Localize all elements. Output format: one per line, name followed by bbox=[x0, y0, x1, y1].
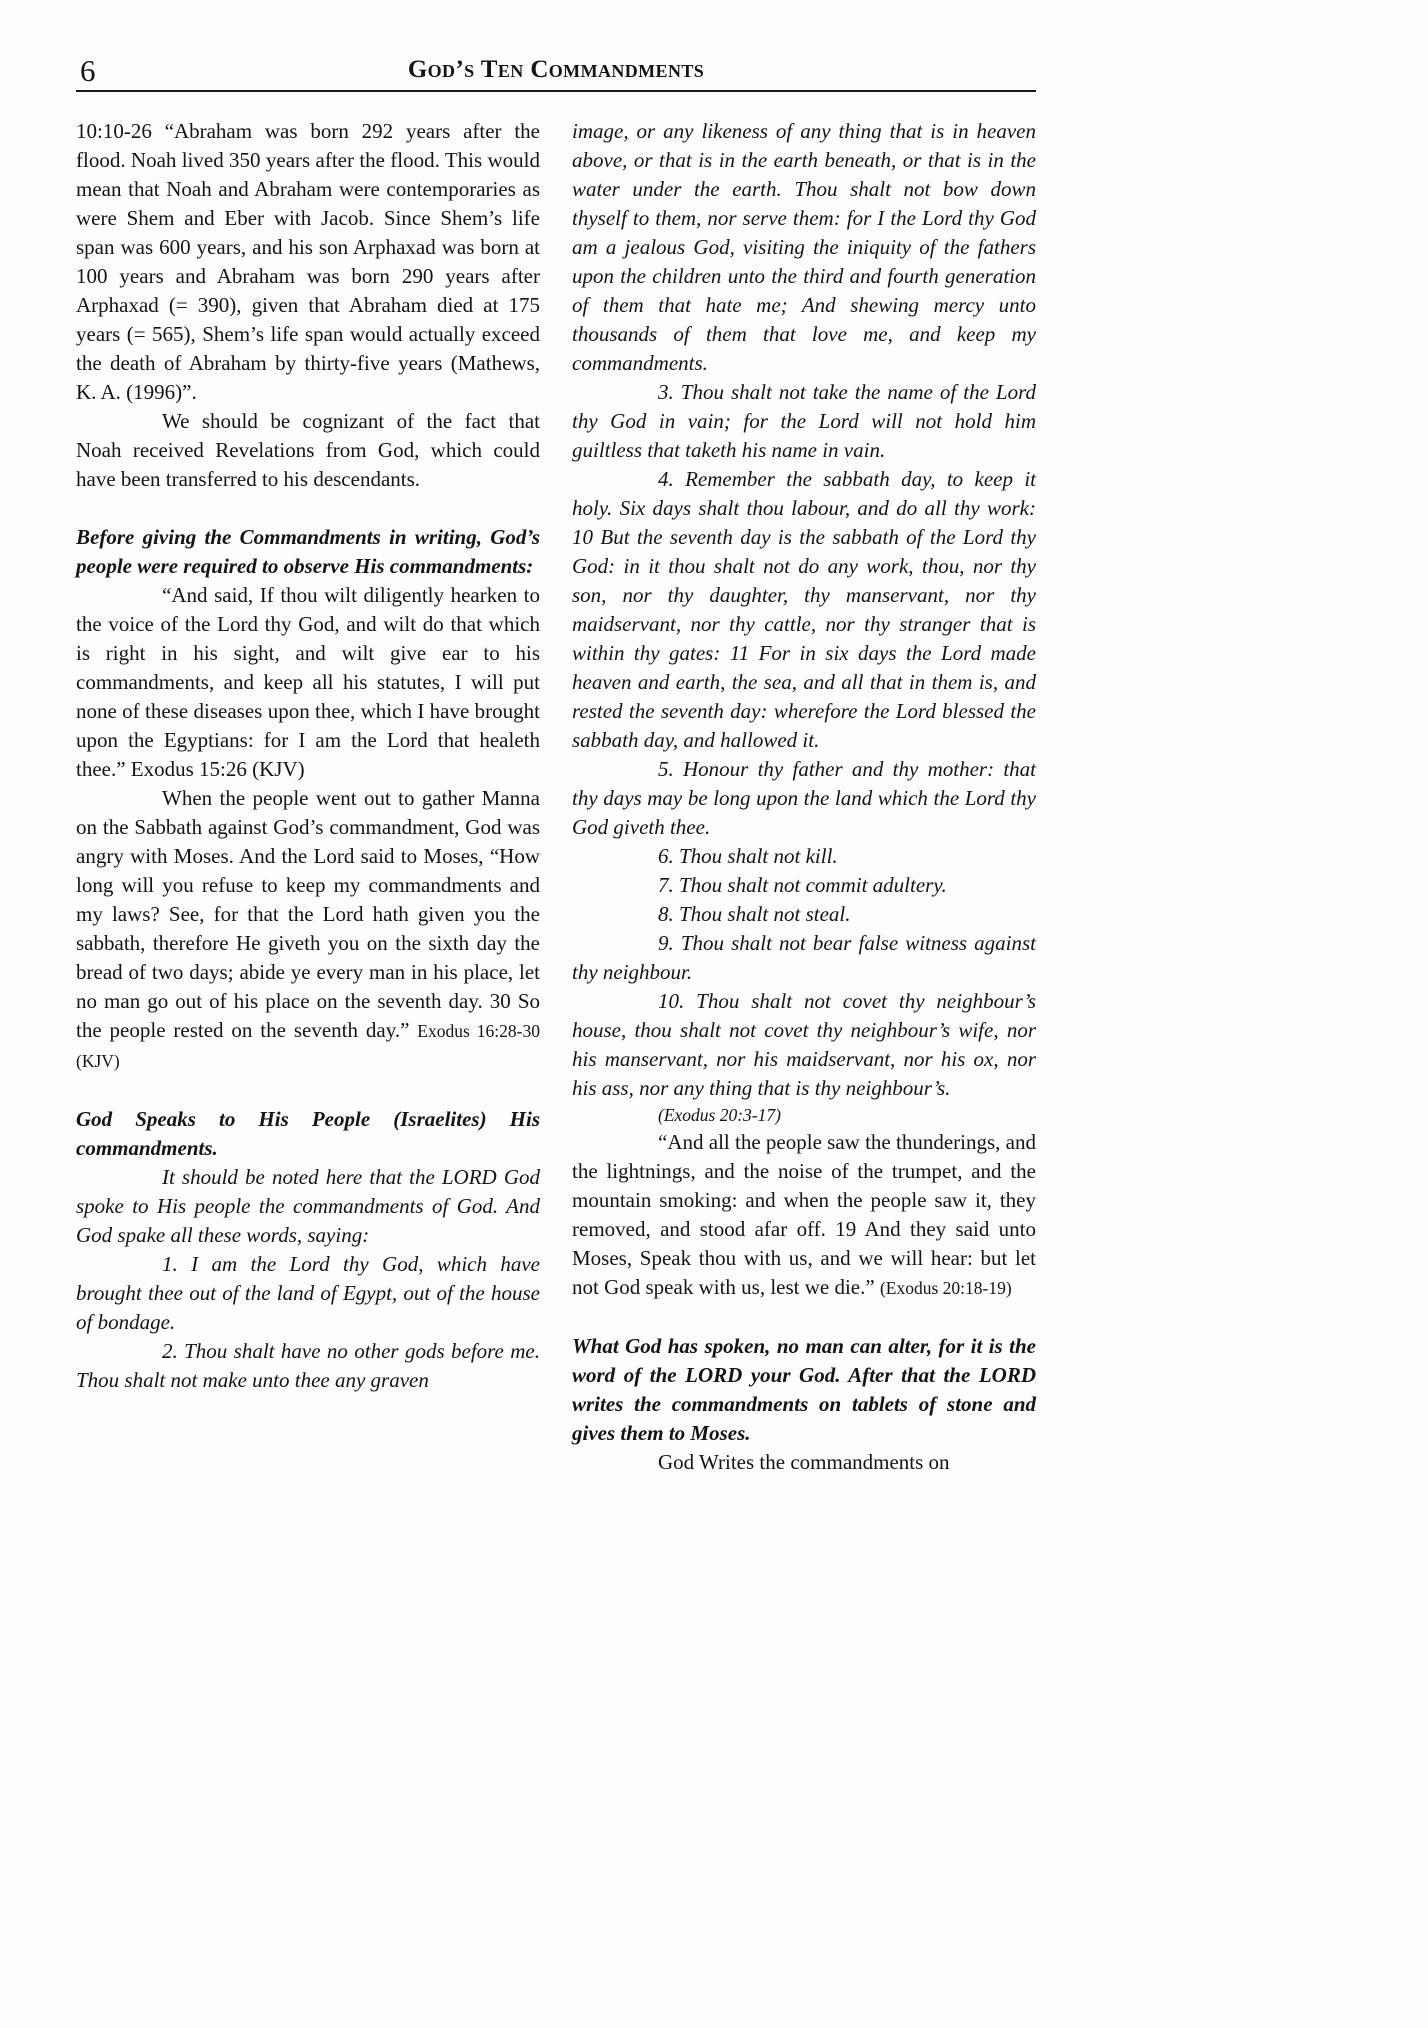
scripture-citation: Exodus 16:28-30 (KJV) bbox=[76, 1021, 540, 1071]
scripture-citation: (Exodus 20:3-17) bbox=[658, 1105, 781, 1125]
page-number: 6 bbox=[80, 53, 96, 88]
paragraph-god-writes: God Writes the commandments on bbox=[658, 1450, 950, 1474]
commandment-8: 8. Thou shalt not steal. bbox=[658, 902, 851, 926]
two-column-body bbox=[76, 117, 1036, 1477]
paragraph-exodus-15-26: “And said, If thou wilt diligently hearken to the voice of the Lord thy God, and wilt do that which is right in his sight, and wilt give ear to his commandments, and keep all his statutes, I will put none of these diseases upon thee, which I have brought upon the Egyptians: for I am the Lord that healeth thee.” Exodus 15:26 (KJV) bbox=[76, 583, 540, 781]
paragraph-text: When the people went out to gather Manna on the Sabbath against God’s commandment, God was angry with Moses. And the Lord said to Moses, “How long will you refuse to keep my commandments and my laws? See, for that the Lord hath given you the sabbath, therefore He giveth you on the sixth day the bread of two days; abide ye every man in his place, let no man go out of his place on the seventh day. 30 So the people rested on the seventh day.” bbox=[76, 786, 540, 1042]
paragraph-text: “And all the people saw the thunderings, and the lightnings, and the noise of the trumpet, and the mountain smoking: and when the people saw it, they removed, and stood afar off. 19 And they said unto Moses, Speak thou with us, and we will hear: but let not God speak with us, lest we die.” bbox=[572, 1130, 1036, 1299]
page-title: God’s Ten Commandments bbox=[407, 56, 705, 83]
paragraph-thunderings bbox=[572, 1128, 1036, 1303]
paragraph-manna-sabbath bbox=[76, 784, 540, 1076]
commandment-1: 1. I am the Lord thy God, which have brought thee out of the land of Egypt, out of the house of bondage. bbox=[76, 1252, 540, 1334]
page-header bbox=[76, 46, 1036, 92]
commandment-2-continued: image, or any likeness of any thing that is in heaven above, or that is in the earth beneath, or that is in the water under the earth. Thou shalt not bow down thyself to them, nor serve them: for I the Lord thy God am a jealous God, visiting the iniquity of the fathers upon the children unto the third and fourth generation of them that hate me; And shewing mercy unto thousands of them that love me, and keep my commandments. bbox=[572, 119, 1036, 375]
scripture-citation: (Exodus 20:18-19) bbox=[879, 1278, 1012, 1298]
paragraph-text: 10. Thou shalt not covet thy neighbour’s house, thou shalt not covet thy neighbour’s wife, nor his manservant, nor his maidservant, nor his ox, nor his ass, nor any thing that is thy neighbour’s. bbox=[572, 989, 1036, 1100]
heading-god-speaks: God Speaks to His People (Israelites) His commandments. bbox=[76, 1107, 540, 1160]
left-column bbox=[76, 117, 540, 1477]
commandment-7: 7. Thou shalt not commit adultery. bbox=[658, 873, 947, 897]
commandment-6: 6. Thou shalt not kill. bbox=[658, 844, 838, 868]
commandment-5: 5. Honour thy father and thy mother: that thy days may be long upon the land which the Lord thy God giveth thee. bbox=[572, 757, 1036, 839]
commandment-2-start: 2. Thou shalt have no other gods before me. Thou shalt not make unto thee any graven bbox=[76, 1339, 540, 1392]
paragraph-lord-spoke: It should be noted here that the LORD God spoke to His people the commandments of God. And God spake all these words, saying: bbox=[76, 1165, 540, 1247]
commandment-9: 9. Thou shalt not bear false witness against thy neighbour. bbox=[572, 931, 1036, 984]
commandment-3: 3. Thou shalt not take the name of the Lord thy God in vain; for the Lord will not hold him guiltless that taketh his name in vain. bbox=[572, 380, 1036, 462]
paragraph-noah-revelations: We should be cognizant of the fact that Noah received Revelations from God, which could have been transferred to his descendants. bbox=[76, 409, 540, 491]
heading-what-god-has-spoken: What God has spoken, no man can alter, for it is the word of the LORD your God. After that the LORD writes the commandments on tablets of stone and gives them to Moses. bbox=[572, 1334, 1036, 1445]
paragraph-abraham-chronology: 10:10-26 “Abraham was born 292 years after the flood. Noah lived 350 years after the flood. This would mean that Noah and Abraham were contemporaries as were Shem and Eber with Jacob. Since Shem’s life span was 600 years, and his son Arphaxad was born at 100 years and Abraham was born 290 years after Arphaxad (= 390), given that Abraham died at 175 years (= 565), Shem’s life span would actually exceed the death of Abraham by thirty-five years (Mathews, K. A. (1996)”. bbox=[76, 119, 540, 404]
right-column bbox=[572, 117, 1036, 1477]
commandment-4: 4. Remember the sabbath day, to keep it holy. Six days shalt thou labour, and do all thy work: 10 But the seventh day is the sabbath of the Lord thy God: in it thou shalt not do any work, thou, nor thy son, nor thy daughter, thy manservant, nor thy maidservant, nor thy cattle, nor thy stranger that is within thy gates: 11 For in six days the Lord made heaven and earth, the sea, and all that in them is, and rested the seventh day: wherefore the Lord blessed the sabbath day, and hallowed it. bbox=[572, 467, 1036, 752]
commandment-10 bbox=[572, 987, 1036, 1128]
heading-before-giving-commandments: Before giving the Commandments in writing, God’s people were required to observe His commandments: bbox=[76, 525, 540, 578]
